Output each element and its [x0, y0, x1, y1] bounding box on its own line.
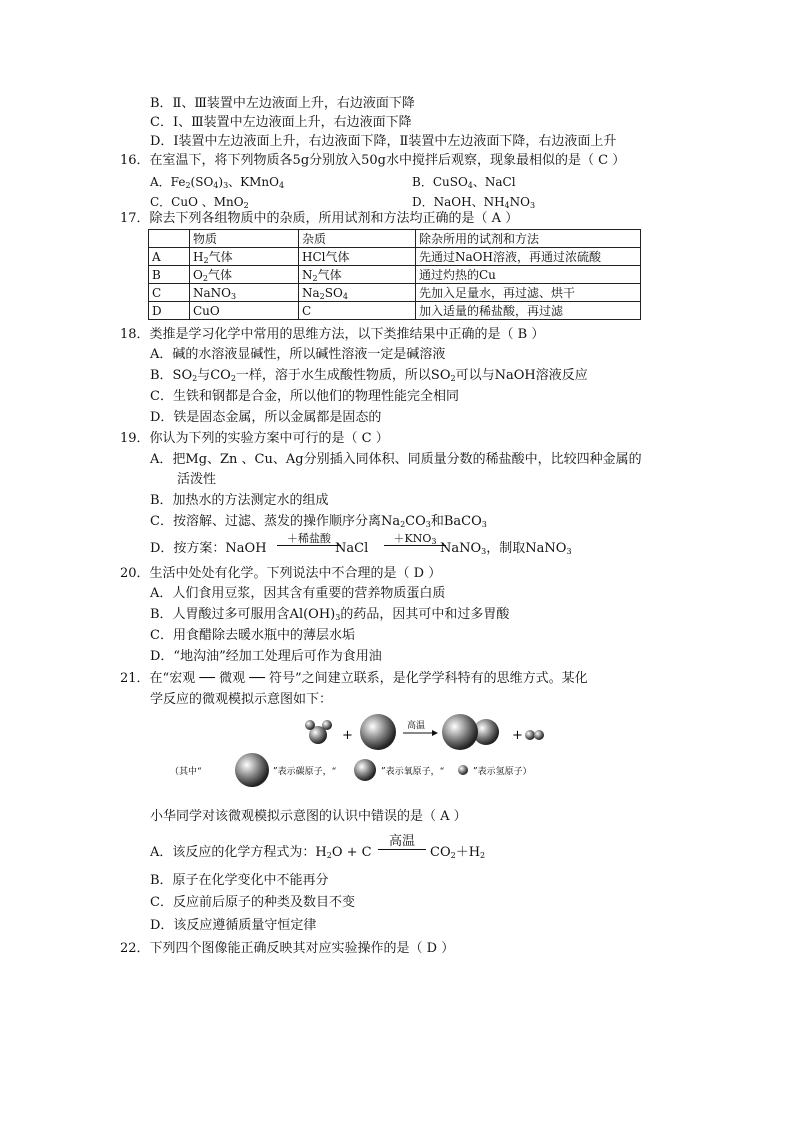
- table-cell: $O_2$气体: [190, 266, 299, 284]
- diagram-legend: [165, 752, 555, 790]
- table-header: [149, 230, 190, 248]
- table-row: [149, 302, 641, 320]
- plus-sign: +: [512, 728, 523, 743]
- co-molecule: [442, 714, 499, 750]
- q21-stem-1: 21．在“宏观 ── 微观 ── 符号”之间建立联系，是化学学科特有的思维方式。某化: [120, 671, 588, 686]
- table-cell: $H_2$气体: [190, 248, 299, 266]
- q18-stem: 18．类推是学习化学中常用的思维方法，以下类推结果中正确的是（ B ）: [120, 327, 545, 342]
- table-cell: C: [299, 302, 416, 320]
- q21-option-a-prefix: A．该反应的化学方程式为：$H_2O + C$: [150, 845, 372, 860]
- equation-condition-label: 高温: [388, 834, 415, 849]
- table-cell: 加入适量的稀盐酸，再过滤: [416, 302, 641, 320]
- q18-option-c: C．生铁和钢都是合金，所以他们的物理性能完全相同: [150, 389, 459, 404]
- table-cell: B: [149, 266, 190, 284]
- table-cell: HCl气体: [299, 248, 416, 266]
- water-molecule: [305, 720, 332, 744]
- q21-option-b: B．原子在化学变化中不能再分: [150, 873, 329, 888]
- q19-option-c: C．按溶解、过滤、蒸发的操作顺序分离$Na_2CO_3$和BaCO$_3$: [150, 514, 487, 529]
- reaction-diagram: [290, 706, 560, 754]
- q17-table: [148, 229, 641, 320]
- legend-carbon: ”表示碳原子，“: [273, 767, 337, 777]
- q20-option-b: B．人胃酸过多可服用含$Al(OH)_3$的药品，因其可中和过多胃酸: [150, 607, 510, 622]
- q21-question: 小华同学对该微观模拟示意图的认识中错误的是（ A ）: [150, 809, 467, 824]
- q21-option-c: C．反应前后原子的种类及数目不变: [150, 895, 355, 910]
- q19-stem: 19．你认为下列的实验方案中可行的是（ C ）: [120, 431, 389, 446]
- table-header: 物质: [190, 230, 299, 248]
- table-cell: 先加入足量水，再过滤、烘干: [416, 284, 641, 302]
- equation-line: [378, 849, 426, 850]
- q19-option-d-prefix: D．按方案：NaOH: [150, 541, 267, 556]
- legend-prefix: （其中“: [170, 767, 202, 777]
- q22-stem: 22．下列四个图像能正确反映其对应实验操作的是（ D ）: [120, 941, 455, 956]
- q20-option-c: C．用食醋除去暖水瓶中的薄层水垢: [150, 628, 355, 643]
- q21-option-d: D．该反应遵循质量守恒定律: [150, 918, 317, 933]
- oxygen-legend-icon: [354, 759, 376, 781]
- q16-option-c: C．CuO 、MnO$_2$: [150, 195, 249, 210]
- q19-arrow-2: [384, 532, 446, 546]
- arrow-line: [277, 545, 341, 546]
- carbon-atom: [360, 714, 396, 750]
- q19-option-d-mid: NaCl: [335, 541, 369, 556]
- q20-option-a: A．人们食用豆浆，因其含有重要的营养物质蛋白质: [150, 586, 446, 601]
- q16-option-d: D．NaOH、$NH_4NO_3$: [412, 195, 536, 210]
- q18-option-b: B．$SO_2$与$CO_2$一样，溶于水生成酸性物质，所以$SO_2$可以与NaOH溶液反应: [150, 368, 588, 383]
- legend-oxygen: ”表示氧原子，“: [381, 767, 445, 777]
- q15-option-b: B．Ⅱ、Ⅲ装置中左边液面上升，右边液面下降: [150, 96, 415, 111]
- table-cell: C: [149, 284, 190, 302]
- q19-option-b: B．加热水的方法测定水的组成: [150, 493, 329, 508]
- hydrogen-legend-icon: [458, 765, 468, 775]
- q20-stem: 20．生活中处处有化学。下列说法中不合理的是（ D ）: [120, 566, 442, 581]
- arrow-line: [384, 545, 446, 546]
- table-cell: NaNO$_3$: [190, 284, 299, 302]
- arrow-label: $+KNO_3$: [393, 532, 437, 546]
- q15-option-c: C．Ⅰ、Ⅲ装置中左边液面上升，右边液面下降: [150, 115, 412, 130]
- q17-stem: 17．除去下列各组物质中的杂质，所用试剂和方法均正确的是（ A ）: [120, 211, 519, 226]
- table-cell: D: [149, 302, 190, 320]
- q21-option-a-end: $CO_2+H_2$: [430, 845, 486, 860]
- carbon-legend-icon: [235, 753, 269, 787]
- q16-option-a: A．$Fe_2(SO_4)_3$、KMnO$_4$: [150, 175, 285, 190]
- table-cell: 先通过NaOH溶液，再通过浓硫酸: [416, 248, 641, 266]
- table-cell: A: [149, 248, 190, 266]
- q19-option-d-end: NaNO$_3$，制取NaNO$_3$: [440, 541, 572, 556]
- q18-option-d: D．铁是固态金属，所以金属都是固态的: [150, 410, 382, 425]
- q19-arrow-1: [277, 532, 341, 546]
- q20-option-d: D．“地沟油”经加工处理后可作为食用油: [150, 649, 382, 664]
- hydrogen-molecule: [525, 730, 544, 740]
- q19-option-a-cont: 活泼性: [177, 472, 217, 487]
- q15-option-d: D．Ⅰ装置中左边液面上升，右边液面下降，Ⅱ装置中左边液面下降，右边液面上升: [150, 134, 617, 149]
- legend-hydrogen: ”表示氢原子）: [473, 767, 532, 777]
- table-header: 杂质: [299, 230, 416, 248]
- table-cell: 通过灼热的Cu: [416, 266, 641, 284]
- q16-stem: 16．在室温下，将下列物质各5g分别放入50g水中搅拌后观察，现象最相似的是（ C ）: [120, 153, 626, 168]
- q16-option-b: B．CuSO$_4$、NaCl: [412, 175, 516, 190]
- plus-sign: +: [342, 728, 353, 743]
- table-header-row: [149, 230, 641, 248]
- q19-option-a: A．把Mg、Zn 、Cu、Ag分别插入同体积、同质量分数的稀盐酸中，比较四种金属的: [150, 452, 642, 467]
- reaction-arrow: [403, 719, 438, 736]
- table-cell: $N_2$气体: [299, 266, 416, 284]
- table-row: [149, 284, 641, 302]
- table-cell: $Na_2SO_4$: [299, 284, 416, 302]
- q18-option-a: A．碱的水溶液显碱性，所以碱性溶液一定是碱溶液: [150, 347, 446, 362]
- table-cell: CuO: [190, 302, 299, 320]
- table-row: [149, 266, 641, 284]
- table-header: 除杂所用的试剂和方法: [416, 230, 641, 248]
- table-row: [149, 248, 641, 266]
- arrow-label: ＋稀盐酸: [287, 532, 331, 545]
- q21-equation-condition: [378, 834, 426, 850]
- q21-stem-2: 学反应的微观模拟示意图如下：: [150, 692, 333, 707]
- reaction-condition: 高温: [407, 721, 426, 731]
